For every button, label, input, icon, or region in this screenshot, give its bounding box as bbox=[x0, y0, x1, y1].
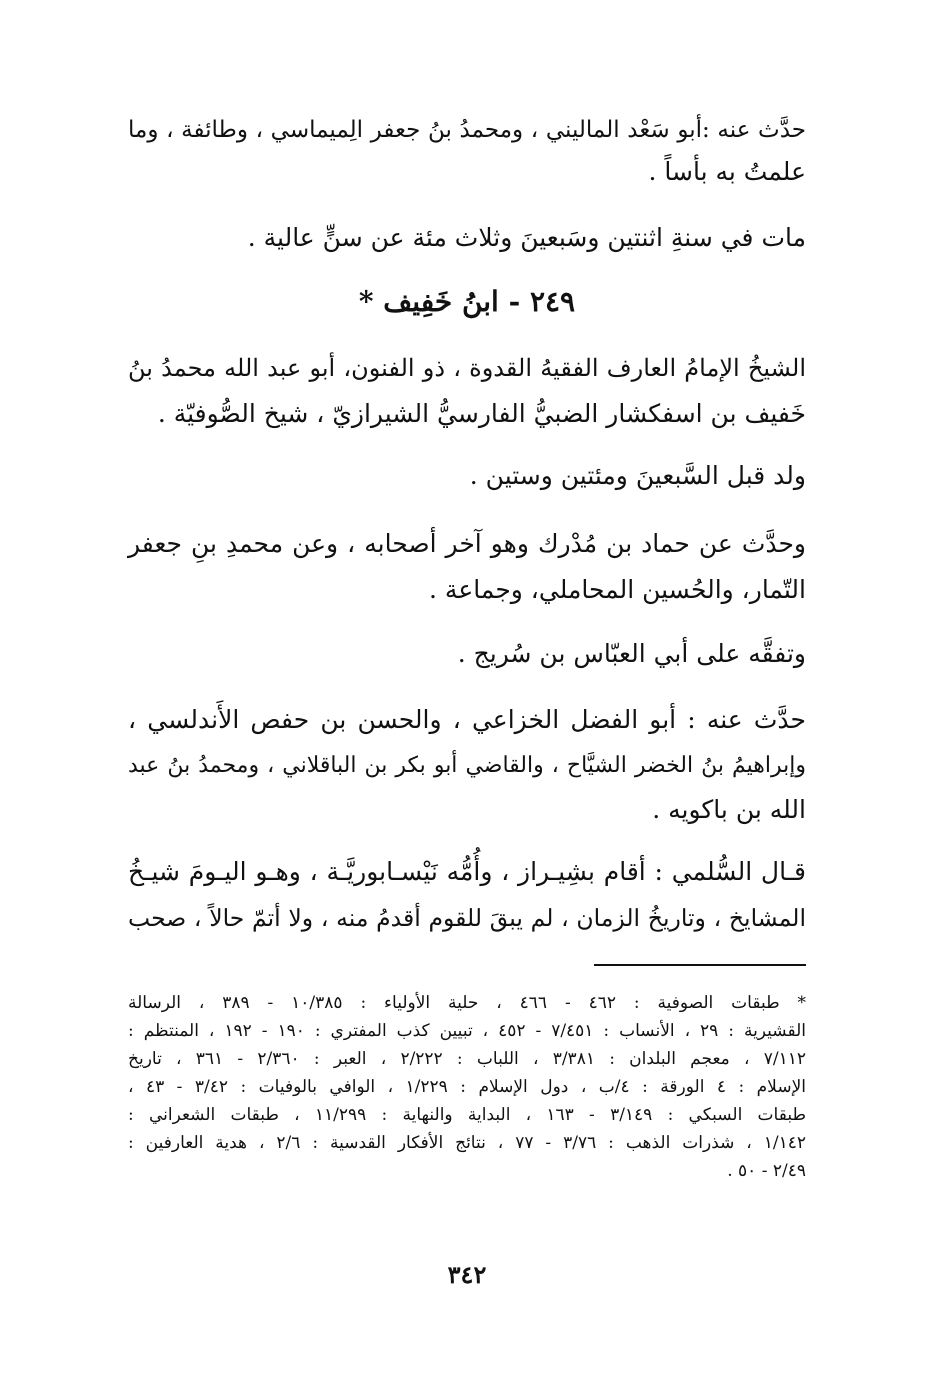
footnote-line: القشيرية : ٢٩ ، الأنساب : ٧/٤٥١ - ٤٥٢ ، تبيين كذب المفتري : ١٩٠ - ١٩٢ ، المنتظم : bbox=[128, 1021, 806, 1041]
body-line: وإبراهيمُ بنُ الخضر الشيَّاح ، والقاضي أبو بكر بن الباقلاني ، ومحمدُ بنُ عبد bbox=[128, 753, 806, 778]
body-line: وتفقَّه على أبي العبّاس بن سُريج . bbox=[457, 639, 806, 668]
body-line: حدَّث عنه :أبو سَعْد الماليني ، ومحمدُ بنُ جعفر الِميماسي ، وطائفة ، وما bbox=[128, 117, 806, 143]
body-line: ولد قبل السَّبعينَ ومئتين وستين . bbox=[469, 461, 806, 490]
page-number: ٣٤٢ bbox=[447, 1260, 487, 1289]
body-line: التّمار، والحُسين المحاملي، وجماعة . bbox=[429, 575, 806, 604]
body-line: قـال السُّلمي : أقام بشِيـراز ، وأُمُّه نَيْسـابوريَّـة ، وهـو اليـومَ شيـخُ bbox=[128, 857, 806, 886]
body-line: علمتُ به بأساً . bbox=[648, 157, 806, 186]
footnote-line: ٢/٤٩ - ٥٠ . bbox=[727, 1161, 806, 1181]
body-line: الله بن باكويه . bbox=[652, 795, 806, 824]
footnote-line: الإسلام : ٤ الورقة : ٤/ب ، دول الإسلام : ١/٢٢٩ ، الوافي بالوفيات : ٣/٤٢ - ٤٣ ، bbox=[128, 1077, 806, 1097]
body-line: مات في سنةِ اثنتين وسَبعينَ وثلاث مئة عن سنٍّ عالية . bbox=[247, 223, 806, 252]
footnote-line: * طبقات الصوفية : ٤٦٢ - ٤٦٦ ، حلية الأولياء : ١٠/٣٨٥ - ٣٨٩ ، الرسالة bbox=[128, 993, 806, 1013]
book-page bbox=[128, 96, 806, 1296]
body-line: وحدَّث عن حماد بن مُدْرك وهو آخر أصحابه ، وعن محمدِ بنِ جعفر bbox=[128, 529, 806, 558]
footnote-separator bbox=[594, 964, 806, 966]
footnote-line: ٧/١١٢ ، معجم البلدان : ٣/٣٨١ ، اللباب : ٢/٢٢٢ ، العبر : ٢/٣٦٠ - ٣٦١ ، تاريخ bbox=[128, 1049, 806, 1069]
body-line: خَفيف بن اسفكشار الضبيُّ الفارسيُّ الشيرازيّ ، شيخ الصُّوفيّة . bbox=[157, 399, 806, 428]
body-line: المشايخ ، وتاريخُ الزمان ، لم يبقَ للقوم أقدمُ منه ، ولا أتمّ حالاً ، صحب bbox=[128, 904, 806, 932]
footnote-line: طبقات السبكي : ٣/١٤٩ - ١٦٣ ، البداية والنهاية : ١١/٢٩٩ ، طبقات الشعراني : bbox=[128, 1105, 806, 1125]
body-line: الشيخُ الإمامُ العارف الفقيهُ القدوة ، ذو الفنون، أبو عبد الله محمدُ بنُ bbox=[128, 354, 806, 382]
footnote-line: ١/١٤٢ ، شذرات الذهب : ٣/٧٦ - ٧٧ ، نتائج الأفكار القدسية : ٢/٦ ، هدية العارفين : bbox=[128, 1133, 806, 1153]
body-line: حدَّث عنه : أبو الفضل الخزاعي ، والحسن بن حفص الأَندلسي ، bbox=[128, 705, 806, 734]
entry-title: ٢٤٩ - ابنُ خَفِيف * bbox=[358, 285, 576, 318]
